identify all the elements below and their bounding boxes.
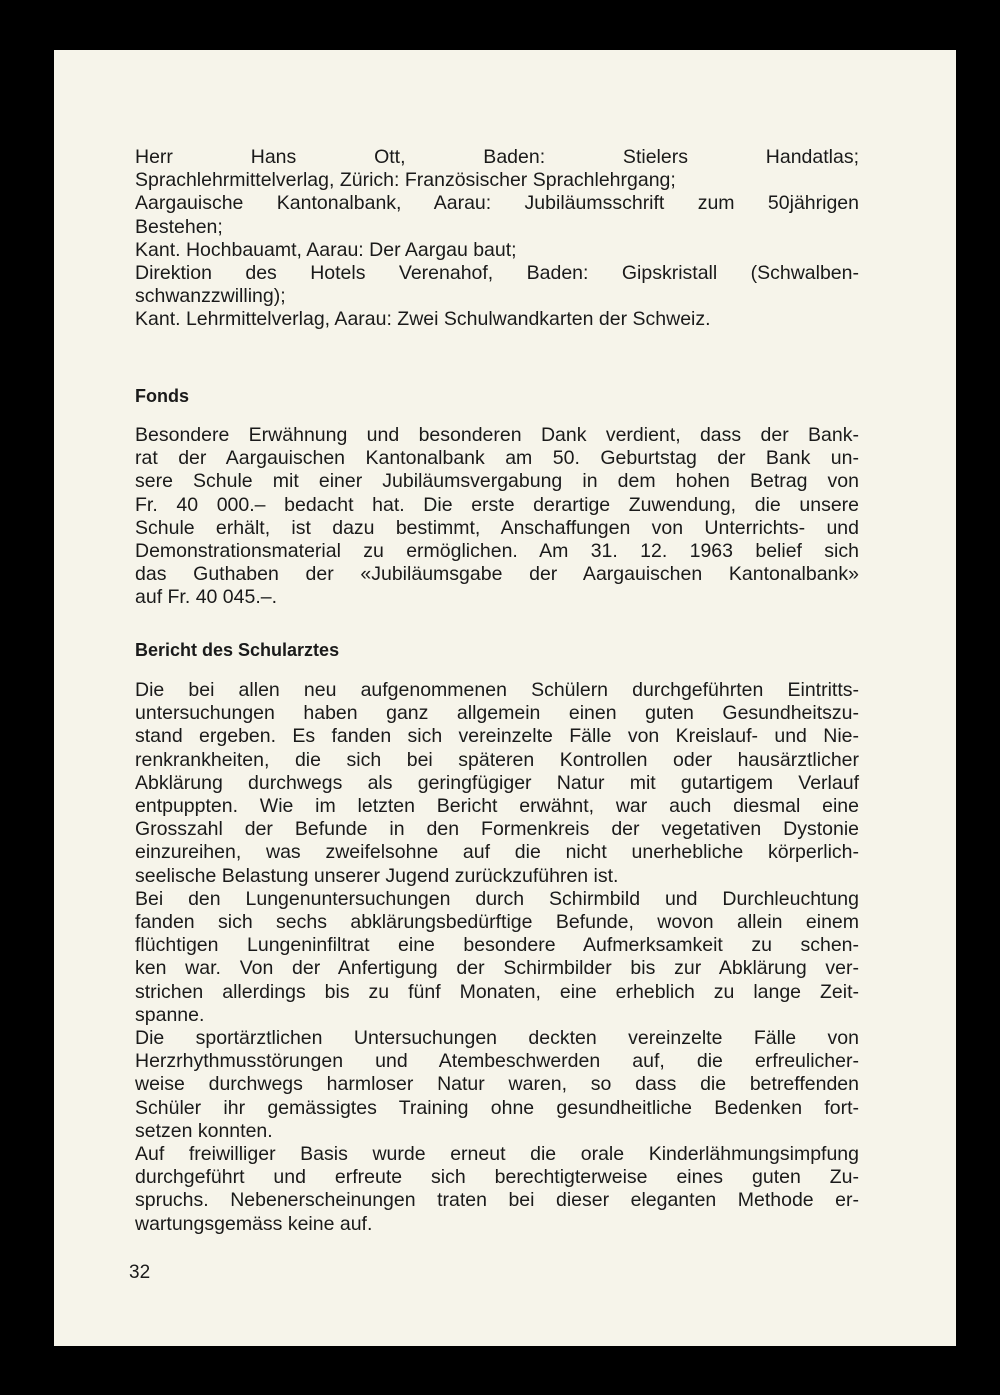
donor-line: Kant. Hochbauamt, Aarau: Der Aargau baut;: [135, 238, 517, 261]
schularzt-line: fanden sich sechs abklärungsbedürftige Befunde, wovon allein einem: [135, 911, 859, 934]
donor-list: [135, 146, 859, 332]
schularzt-line: Herzrhythmusstörungen und Atembeschwerden auf, die erfreulicher-: [135, 1050, 859, 1073]
schularzt-line: Die sportärztlichen Untersuchungen deckten vereinzelte Fälle von: [135, 1027, 859, 1050]
fonds-line: das Guthaben der «Jubiläumsgabe der Aargauischen Kantonalbank»: [135, 563, 859, 586]
donor-line: Herr Hans Ott, Baden: Stielers Handatlas;: [135, 146, 859, 168]
schularzt-line: durchgeführt und erfreute sich berechtigterweise eines guten Zu-: [135, 1166, 859, 1189]
schularzt-line: weise durchwegs harmloser Natur waren, so dass die betreffenden: [135, 1073, 859, 1096]
fonds-heading: Fonds: [135, 386, 189, 406]
fonds-line: Fr. 40 000.– bedacht hat. Die erste derartige Zuwendung, die unsere: [135, 493, 859, 516]
fonds-line: Demonstrationsmaterial zu ermöglichen. Am 31. 12. 1963 belief sich: [135, 540, 859, 563]
fonds-paragraph: [135, 424, 859, 610]
schularzt-line: Schüler ihr gemässigtes Training ohne gesundheitliche Bedenken fort-: [135, 1096, 859, 1119]
schularzt-line: Grosszahl der Befunde in den Formenkreis der vegetativen Dystonie: [135, 818, 859, 841]
donor-line: Kant. Lehrmittelverlag, Aarau: Zwei Schulwandkarten der Schweiz.: [135, 308, 711, 331]
schularzt-line: spruchs. Nebenerscheinungen traten bei dieser eleganten Methode er-: [135, 1189, 859, 1212]
schularzt-line: Abklärung durchwegs als geringfügiger Natur mit gutartigem Verlauf: [135, 771, 859, 794]
donor-line: Direktion des Hotels Verenahof, Baden: Gipskristall (Schwalben-: [135, 262, 859, 285]
schularzt-line: Die bei allen neu aufgenommenen Schülern durchgeführten Eintritts-: [135, 679, 859, 701]
schularzt-line: spanne.: [135, 1003, 205, 1026]
schularzt-line: flüchtigen Lungeninfiltrat eine besondere Aufmerksamkeit zu schen-: [135, 934, 859, 957]
fonds-line: Besondere Erwähnung und besonderen Dank verdient, dass der Bank-: [135, 424, 859, 446]
donor-line: schwanzzwilling);: [135, 285, 286, 308]
schularzt-line: wartungsgemäss keine auf.: [135, 1212, 373, 1235]
schularzt-line: einzureihen, was zweifelsohne auf die nicht unerhebliche körperlich-: [135, 841, 859, 864]
schularzt-line: setzen konnten.: [135, 1119, 273, 1142]
donor-line: Sprachlehrmittelverlag, Zürich: Französischer Sprachlehrgang;: [135, 169, 676, 192]
page-number: 32: [129, 1262, 151, 1283]
document-page: [54, 50, 956, 1346]
schularzt-line: seelische Belastung unserer Jugend zurückzuführen ist.: [135, 864, 619, 887]
fonds-line: rat der Aargauischen Kantonalbank am 50. Geburtstag der Bank un-: [135, 447, 859, 470]
fonds-line: sere Schule mit einer Jubiläumsvergabung in dem hohen Betrag von: [135, 470, 859, 493]
schularzt-line: Bei den Lungenuntersuchungen durch Schirmbild und Durchleuchtung: [135, 887, 859, 910]
donor-line: Aargauische Kantonalbank, Aarau: Jubiläumsschrift zum 50jährigen: [135, 192, 859, 215]
fonds-line: Schule erhält, ist dazu bestimmt, Anschaffungen von Unterrichts- und: [135, 516, 859, 539]
schularzt-line: Auf freiwilliger Basis wurde erneut die orale Kinderlähmungsimpfung: [135, 1143, 859, 1166]
schularzt-line: ken war. Von der Anfertigung der Schirmbilder bis zur Abklärung ver-: [135, 957, 859, 980]
donor-line: Bestehen;: [135, 215, 223, 238]
schularzt-line: strichen allerdings bis zu fünf Monaten, eine erheblich zu lange Zeit-: [135, 980, 859, 1003]
schularzt-heading: Bericht des Schularztes: [135, 640, 340, 660]
schularzt-line: renkrankheiten, die sich bei späteren Kontrollen oder hausärztlicher: [135, 748, 859, 771]
fonds-line: auf Fr. 40 045.–.: [135, 586, 278, 609]
schularzt-line: stand ergeben. Es fanden sich vereinzelte Fälle von Kreislauf- und Nie-: [135, 725, 859, 748]
schularzt-paragraph: [135, 679, 859, 1236]
schularzt-line: untersuchungen haben ganz allgemein einen guten Gesundheitszu-: [135, 702, 859, 725]
schularzt-line: entpuppten. Wie im letzten Bericht erwähnt, war auch diesmal eine: [135, 795, 859, 818]
